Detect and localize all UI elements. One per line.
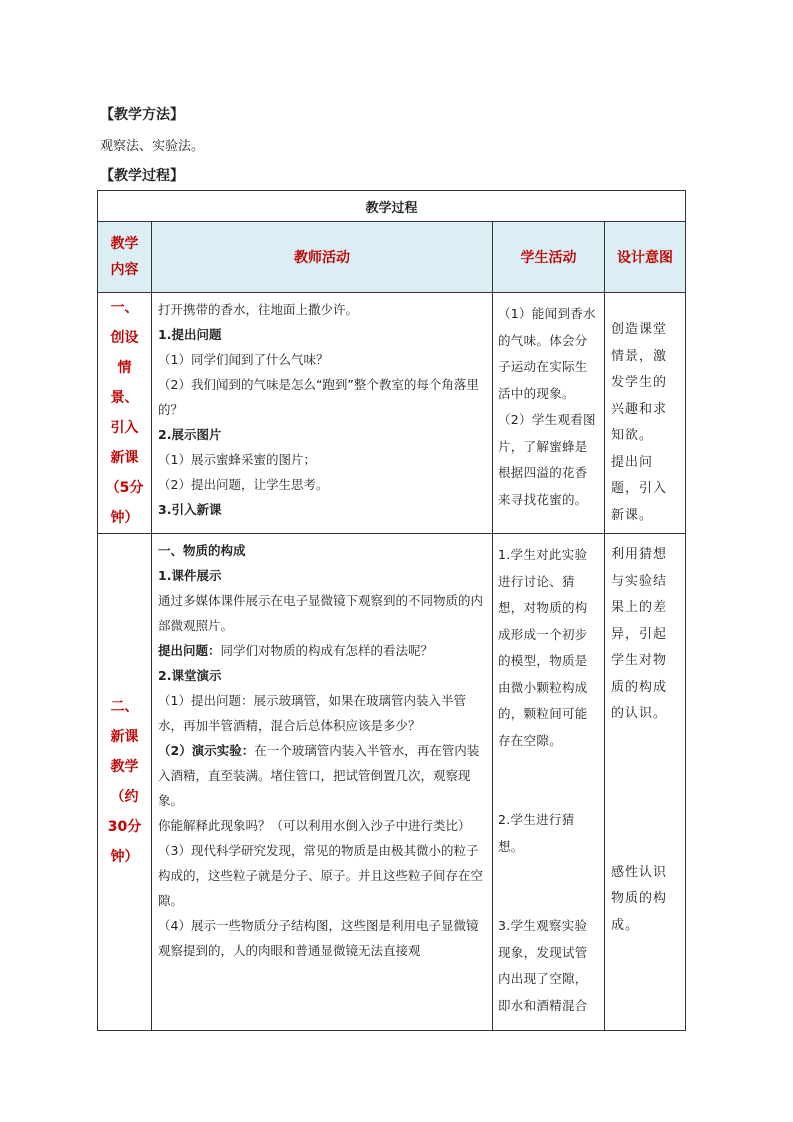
teacher-subheading: 2.展示图片 [158,427,222,442]
stage-cell: 二、新课教学（约30分钟） [98,534,152,1031]
student-line: （2）学生观看图片，了解蜜蜂是根据四溢的花香来寻找花蜜的。 [498,412,596,507]
teacher-subheading: 3.引入新课 [158,502,222,517]
teacher-line: （2）我们闻到的气味是怎么“跑到”整个教室的每个角落里的？ [158,377,479,417]
table-header-row [98,222,686,293]
method-heading: 【教学方法】 [100,107,184,123]
teacher-line: （1）提出问题：展示玻璃管，如果在玻璃管内装入半管水，再加半管酒精，混合后总体积应该是多少？ [158,693,466,733]
bold-prefix: 提出问题： [158,643,221,658]
teacher-subheading: 一、物质的构成 [158,543,246,558]
student-line: （1）能闻到香水的气味。体会分子运动在实际生活中的现象。 [498,306,596,401]
student-line: 1.学生对此实验进行讨论、猜想，对物质的构成形成一个初步的模型，物质是由微小颗粒构成的，颗粒间可能存在空隙。 [498,547,588,748]
teacher-line: （3）现代科学研究发现，常见的物质是由极其微小的粒子构成的，这些粒子就是分子、原子。并且这些粒子间存在空隙。 [158,843,484,908]
table-row [98,534,686,1031]
header-design: 设计意图 [605,222,686,293]
design-line: 利用猜想与实验结果上的差异，引起学生对物质的构成的认识。 [611,547,668,721]
student-line: 3.学生观察实验现象，发现试管内出现了空隙，即水和酒精混合 [498,918,588,1013]
lesson-process-table [97,190,686,1031]
header-content: 教学内容 [98,222,152,293]
method-text: 观察法、实验法。 [100,139,205,154]
student-line: 2.学生进行猜想。 [498,812,575,854]
process-heading: 【教学过程】 [100,168,184,184]
teacher-line: （2）提出问题，让学生思考。 [158,477,329,492]
teacher-line [158,638,486,663]
bold-prefix: （2）演示实验： [158,743,255,758]
teacher-line-rest: 同学们对物质的构成有怎样的看法呢？ [220,643,434,658]
design-intent-cell [605,534,686,1031]
teacher-subheading: 1.课件展示 [158,568,222,583]
teacher-line: （1）展示蜜蜂采蜜的图片； [158,452,316,467]
design-line: 提出问题，引入新课。 [611,454,668,523]
student-activity-cell [493,293,605,534]
teacher-line: （1）同学们闻到了什么气味？ [158,352,329,367]
teacher-activity-cell [152,534,493,1031]
teacher-line-rest: 在一个玻璃管内装入半管水，再在管内装入酒精，直至装满。堵住管口，把试管倒置几次，观察现象。 [158,743,480,808]
design-intent-cell [605,293,686,534]
teacher-subheading: 1.提出问题 [158,327,222,342]
table-title: 教学过程 [98,191,686,222]
student-activity-cell [493,534,605,1031]
teacher-subheading: 2.课堂演示 [158,668,222,683]
header-student: 学生活动 [493,222,605,293]
teacher-line [158,738,486,813]
table-row [98,293,686,534]
teacher-line: 通过多媒体课件展示在电子显微镜下观察到的不同物质的内部微观照片。 [158,593,484,633]
header-teacher: 教师活动 [152,222,493,293]
teacher-line: （4）展示一些物质分子结构图，这些图是利用电子显微镜观察提到的，人的肉眼和普通显微镜无法直接观 [158,918,479,958]
teacher-line: 你能解释此现象吗？（可以利用水倒入沙子中进行类比） [158,818,471,833]
teacher-line: 打开携带的香水，往地面上撒少许。 [158,302,359,317]
design-line: 创造课堂情景，激发学生的兴趣和求知欲。 [611,322,668,443]
design-line: 感性认识物质的构成。 [611,864,668,933]
stage-cell: 一、创设情景、引入新课（5分钟） [98,293,152,534]
teacher-activity-cell [152,293,493,534]
